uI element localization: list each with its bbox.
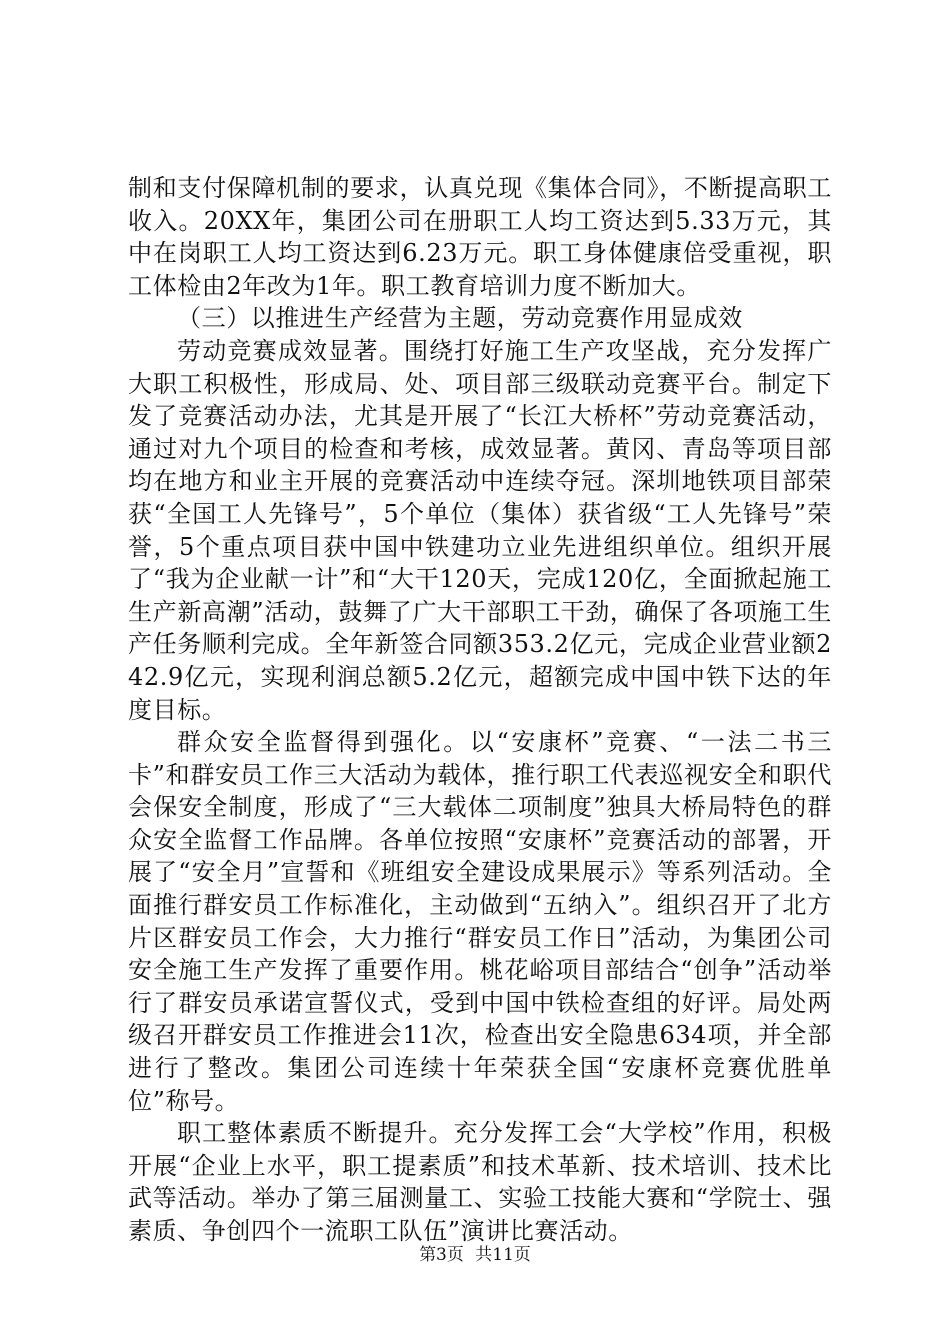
page-footer xyxy=(0,1244,950,1266)
section-heading-labor-competition: （三）以推进生产经营为主题，劳动竞赛作用显成效 xyxy=(177,304,743,333)
paragraph-labor-competition: 劳动竞赛成效显著。围绕打好施工生产攻坚战，充分发挥广大职工积极性，形成局、处、项目部三级联动竞赛平台。制定下发了竞赛活动办法，尤其是开展了“长江大桥杯”劳动竞赛活动，通过对九个项目的检查和考核，成效显著。黄冈、青岛等项目部均在地方和业主开展的竞赛活动中连续夺冠。深圳地铁项目部荣获“全国工人先锋号”，5个单位（集体）获省级“工人先锋号”荣誉，5个重点项目获中国中铁建功立业先进组织单位。组织开展了“我为企业献一计”和“大干120天，完成120亿，全面掀起施工生产新高潮”活动，鼓舞了广大干部职工干劲，确保了各项施工生产任务顺利完成。全年新签合同额353.2亿元，完成企业营业额242.9亿元，实现利润总额5.2亿元，超额完成中国中铁下达的年度目标。 xyxy=(128,336,832,724)
page-total: 共11页 xyxy=(475,1245,531,1265)
paragraph-workforce-quality: 职工整体素质不断提升。充分发挥工会“大学校”作用，积极开展“企业上水平，职工提素质”和技术革新、技术培训、技术比武等活动。举办了第三届测量工、实验工技能大赛和“学院士、强素质、争创四个一流职工队伍”演讲比赛活动。 xyxy=(128,1119,832,1245)
paragraph-income: 制和支付保障机制的要求，认真兑现《集体合同》，不断提高职工收入。20XX年，集团公司在册职工人均工资达到5.33万元，其中在岗职工人均工资达到6.23万元。职工身体健康倍受重视，职工体检由2年改为1年。职工教育培训力度不断加大。 xyxy=(128,174,832,300)
page-number: 第3页 xyxy=(419,1245,464,1265)
document-body xyxy=(128,172,832,1248)
paragraph-safety-supervision: 群众安全监督得到强化。以“安康杯”竞赛、“一法二书三卡”和群安员工作三大活动为载体，推行职工代表巡视安全和职代会保安全制度，形成了“三大载体二项制度”独具大桥局特色的群众安全监督工作品牌。各单位按照“安康杯”竞赛活动的部署，开展了“安全月”宣誓和《班组安全建设成果展示》等系列活动。全面推行群安员工作标准化，主动做到“五纳入”。组织召开了北方片区群安员工作会，大力推行“群安员工作日”活动，为集团公司安全施工生产发挥了重要作用。桃花峪项目部结合“创争”活动举行了群安员承诺宣誓仪式，受到中国中铁检查组的好评。局处两级召开群安员工作推进会11次，检查出安全隐患634项，并全部进行了整改。集团公司连续十年荣获全国“安康杯竞赛优胜单位”称号。 xyxy=(128,728,832,1115)
